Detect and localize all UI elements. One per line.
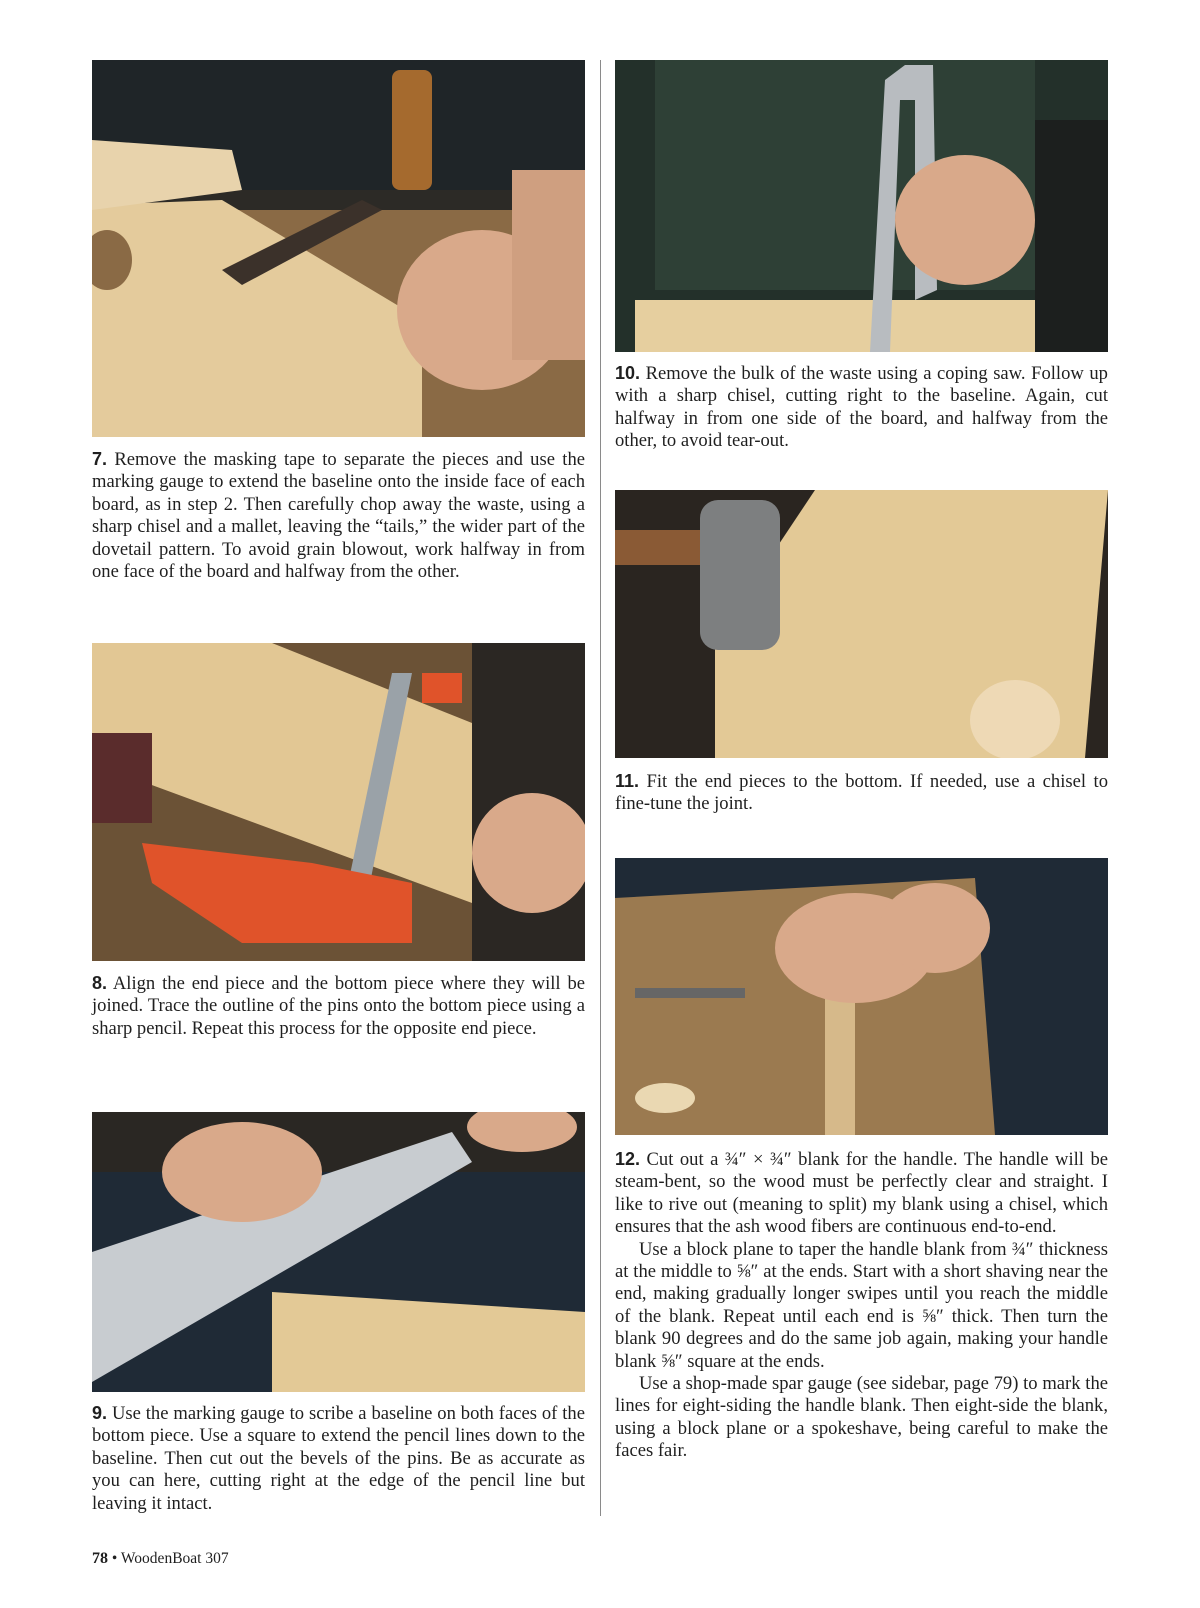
photo-step-8-clamp-pencil bbox=[92, 643, 585, 961]
caption-step-8 bbox=[92, 972, 585, 1040]
photo-step-12-block-plane bbox=[615, 858, 1108, 1135]
step-number: 10. bbox=[615, 363, 641, 383]
step-text-paragraph-2: Use a block plane to taper the handle blank from ¾″ thickness at the middle to ⅝″ at the ends. Start with a short shaving near the end, making gradually longer swipes until you reach the middle of the blank. Repeat until each end is ⅝″ thick. Then turn the blank 90 degrees and do the same job again, making your handle blank ⅝″ square at the ends. bbox=[615, 1238, 1108, 1372]
page-footer bbox=[92, 1550, 229, 1568]
photo-step-11-mallet-fit bbox=[615, 490, 1108, 758]
footer-bullet: • bbox=[111, 1550, 118, 1567]
step-number: 9. bbox=[92, 1403, 108, 1423]
step-text-paragraph-1: Cut out a ¾″ × ¾″ blank for the handle. The handle will be steam-bent, so the wood must be perfectly clear and straight. I like to rive out (meaning to split) my blank using a chisel, which ensures that the ash wood fibers are continuous end-to-end. bbox=[615, 1149, 1108, 1238]
step-number: 11. bbox=[615, 771, 640, 791]
step-number: 7. bbox=[92, 449, 108, 469]
photo-step-7-chisel-mallet bbox=[92, 60, 585, 437]
column-divider bbox=[600, 60, 601, 1516]
step-text: Remove the masking tape to separate the pieces and use the marking gauge to extend the baseline onto the inside face of each board, as in step 2. Then carefully chop away the waste, using a sharp chisel and a mallet, leaving the “tails,” the wider part of the dovetail pattern. To avoid grain blowout, work halfway in from one face of the board and halfway from the other. bbox=[92, 449, 585, 583]
step-text: Align the end piece and the bottom piece where they will be joined. Trace the outline of the pins onto the bottom piece using a sharp pencil. Repeat this process for the opposite end piece. bbox=[92, 973, 586, 1039]
step-number: 12. bbox=[615, 1149, 641, 1169]
caption-step-10 bbox=[615, 362, 1108, 453]
photo-step-9-saw bbox=[92, 1112, 585, 1392]
step-number: 8. bbox=[92, 973, 108, 993]
step-text-paragraph-3: Use a shop-made spar gauge (see sidebar, page 79) to mark the lines for eight-siding the handle blank. Then eight-side the blank, using a block plane or a spokeshave, being careful to make the faces fair. bbox=[615, 1373, 1108, 1462]
caption-step-7 bbox=[92, 448, 585, 583]
caption-step-9 bbox=[92, 1402, 585, 1515]
step-text: Fit the end pieces to the bottom. If needed, use a chisel to fine-tune the joint. bbox=[615, 771, 1108, 815]
step-text: Use the marking gauge to scribe a baseline on both faces of the bottom piece. Use a square to extend the pencil lines down to the baseline. Then cut out the bevels of the pins. Be as accurate as you can here, cutting right at the edge of the pencil line but leaving it intact. bbox=[92, 1403, 585, 1514]
caption-step-11 bbox=[615, 770, 1108, 816]
magazine-issue: WoodenBoat 307 bbox=[120, 1550, 229, 1567]
caption-step-12 bbox=[615, 1148, 1108, 1463]
step-text: Remove the bulk of the waste using a coping saw. Follow up with a sharp chisel, cutting right to the baseline. Again, cut halfway in from one side of the board, and halfway from the other, to avoid tear-out. bbox=[615, 363, 1108, 452]
photo-step-10-coping-saw bbox=[615, 60, 1108, 352]
page-number: 78 bbox=[92, 1550, 108, 1567]
